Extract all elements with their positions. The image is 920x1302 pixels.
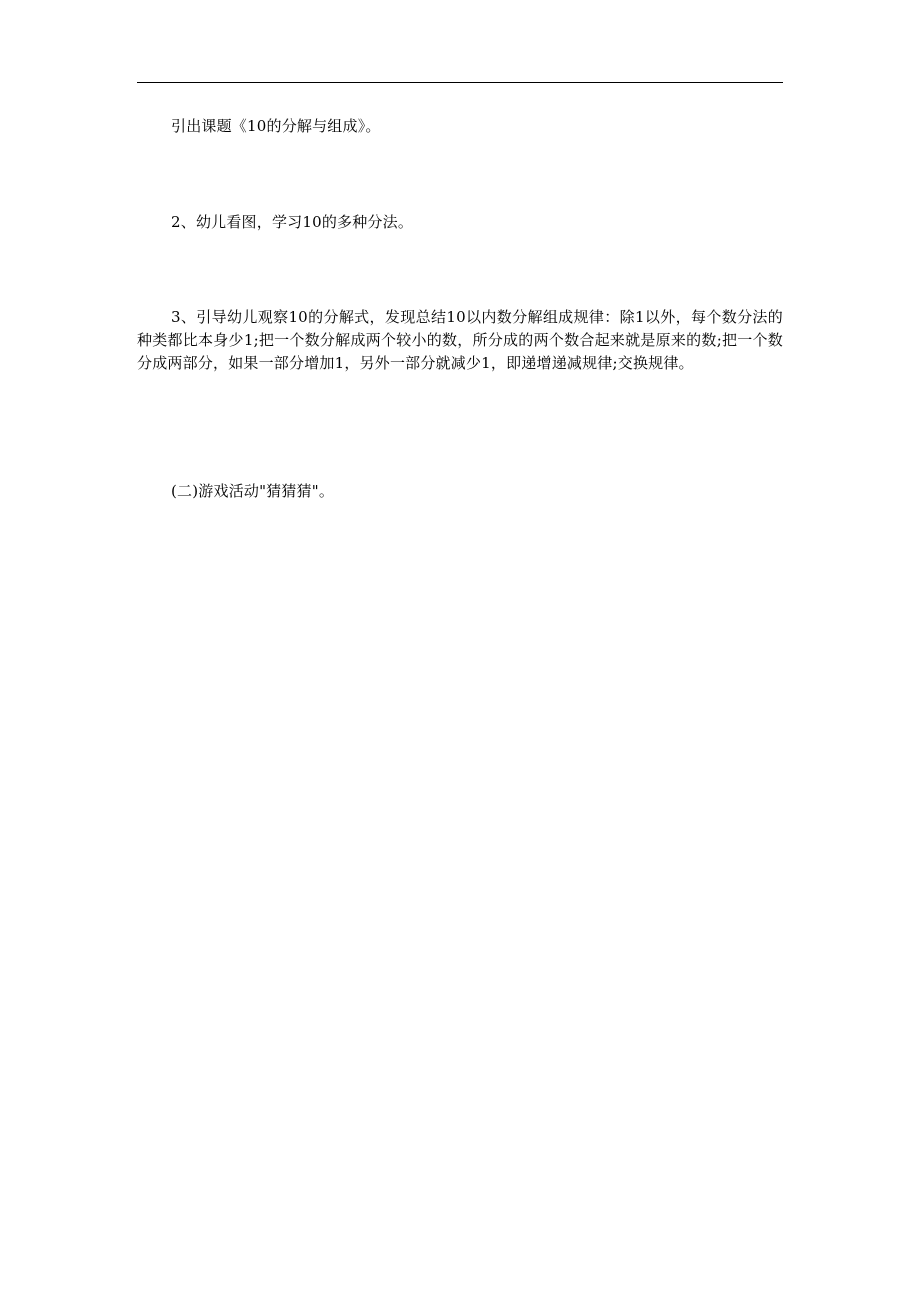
paragraph-game-activity: (二)游戏活动"猜猜猜"。 (171, 482, 335, 500)
paragraph-step-3: 3、引导幼儿观察10的分解式，发现总结10以内数分解组成规律：除1以外，每个数分法的种类都比本身少1;把一个数分解成两个较小的数，所分成的两个数合起来就是原来的数;把一个数分成两部分，如果一部分增加1，另外一部分就减少1，即递增递减规律;交换规律。 (137, 308, 783, 372)
paragraph-topic-intro: 引出课题《10的分解与组成》。 (171, 117, 381, 135)
paragraph-step-2: 2、幼儿看图，学习10的多种分法。 (171, 213, 414, 231)
header-rule (137, 82, 783, 83)
